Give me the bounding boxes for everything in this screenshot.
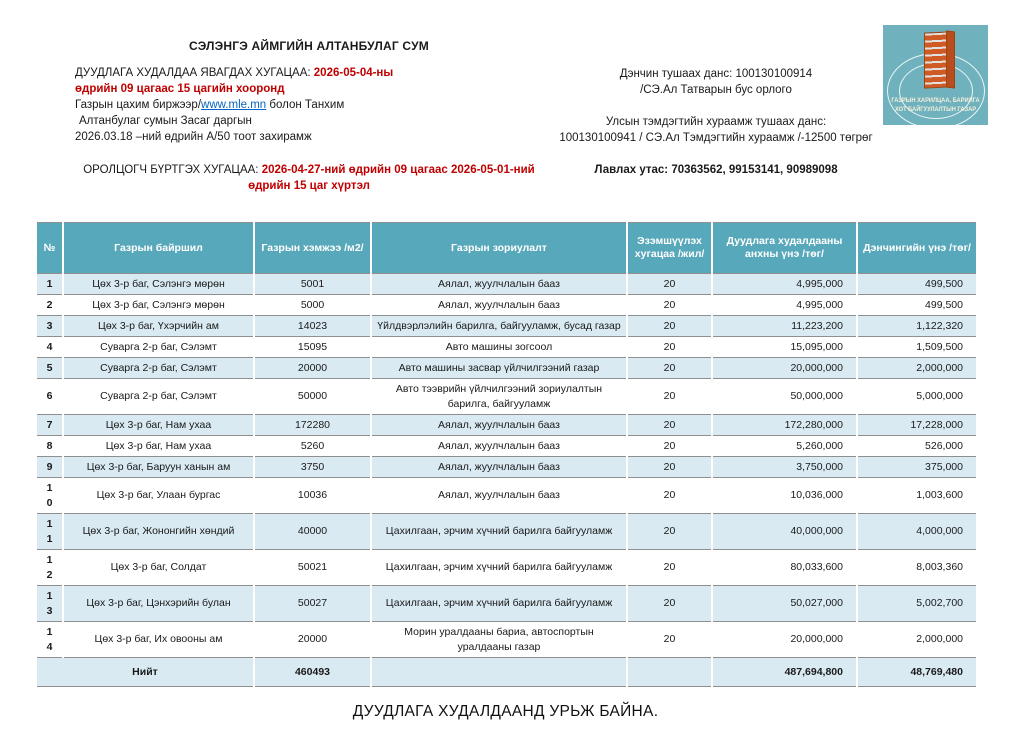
col-header-term: Эзэмшүүлэх хугацаа /жил/ xyxy=(627,223,712,274)
table-row xyxy=(36,379,977,415)
org-logo xyxy=(883,25,988,125)
cell-purpose: Цахилгаан, эрчим хүчний барилга байгууламж xyxy=(371,586,627,622)
cell-term: 20 xyxy=(627,478,712,514)
invitation-text: ДУУДЛАГА ХУДАЛДААНД УРЬЖ БАЙНА. xyxy=(352,703,659,720)
exchange-prefix: Газрын цахим биржээр/ xyxy=(75,99,202,111)
cell-number: 10 xyxy=(36,478,63,514)
cell-size: 5260 xyxy=(254,436,371,457)
table-row xyxy=(36,622,977,658)
cell-deposit: 526,000 xyxy=(857,436,977,457)
cell-location: Цөх 3-р баг, Нам ухаа xyxy=(63,436,254,457)
decree-line: 2026.03.18 –ний өдрийн А/50 тоот захирамж xyxy=(75,131,312,143)
stamp-duty-line1: Улсын тэмдэгтийн хураамж тушаах данс: xyxy=(605,116,827,128)
exchange-suffix: болон Танхим xyxy=(266,99,345,111)
cell-deposit: 5,002,700 xyxy=(857,586,977,622)
total-term-empty xyxy=(627,658,712,687)
cell-size: 50000 xyxy=(254,379,371,415)
total-label: Нийт xyxy=(36,658,254,687)
deposit-account-group xyxy=(538,66,894,98)
cell-deposit: 4,000,000 xyxy=(857,514,977,550)
org-logo-line2: ХОТ БАЙГУУЛАЛТЫН ГАЗАР xyxy=(894,106,977,113)
cell-location: Цөх 3-р баг, Нам ухаа xyxy=(63,415,254,436)
table-row xyxy=(36,550,977,586)
cell-start-price: 172,280,000 xyxy=(712,415,857,436)
cell-number: 6 xyxy=(36,379,63,415)
cell-number: 14 xyxy=(36,622,63,658)
cell-number: 9 xyxy=(36,457,63,478)
table-row xyxy=(36,586,977,622)
cell-deposit: 1,003,600 xyxy=(857,478,977,514)
cell-number: 5 xyxy=(36,358,63,379)
auction-date-part2: өдрийн 09 цагаас 15 цагийн хооронд xyxy=(75,83,285,95)
cell-deposit: 1,509,500 xyxy=(857,337,977,358)
cell-purpose: Морин уралдааны бариа, автоспортын уралдааны газар xyxy=(371,622,627,658)
cell-size: 40000 xyxy=(254,514,371,550)
cell-deposit: 2,000,000 xyxy=(857,358,977,379)
cell-location: Цөх 3-р баг, Үхэрчийн ам xyxy=(63,316,254,337)
cell-size: 50027 xyxy=(254,586,371,622)
total-purpose-empty xyxy=(371,658,627,687)
table-row xyxy=(36,514,977,550)
cell-deposit: 1,122,320 xyxy=(857,316,977,337)
header-right-block xyxy=(538,66,894,178)
header-left-block xyxy=(75,38,543,145)
cell-start-price: 10,036,000 xyxy=(712,478,857,514)
col-header-purpose: Газрын зориулалт xyxy=(371,223,627,274)
stamp-duty-group xyxy=(538,114,894,146)
cell-size: 3750 xyxy=(254,457,371,478)
cell-number: 7 xyxy=(36,415,63,436)
cell-location: Цөх 3-р баг, Баруун ханын ам xyxy=(63,457,254,478)
table-row xyxy=(36,358,977,379)
cell-location: Цөх 3-р баг, Солдат xyxy=(63,550,254,586)
cell-start-price: 4,995,000 xyxy=(712,295,857,316)
cell-term: 20 xyxy=(627,274,712,295)
auction-table xyxy=(35,222,978,687)
cell-term: 20 xyxy=(627,514,712,550)
land-exchange-link[interactable]: www.mle.mn xyxy=(201,99,267,111)
contact-phones: Лавлах утас: 70363562, 99153141, 90989098 xyxy=(594,164,838,176)
cell-location: Суварга 2-р баг, Сэлэмт xyxy=(63,379,254,415)
cell-size: 172280 xyxy=(254,415,371,436)
governor-line: Алтанбулаг сумын Засаг даргын xyxy=(79,115,252,127)
cell-term: 20 xyxy=(627,622,712,658)
cell-purpose: Аялал, жуулчлалын бааз xyxy=(371,415,627,436)
cell-purpose: Авто машины засвар үйлчилгээний газар xyxy=(371,358,627,379)
cell-purpose: Аялал, жуулчлалын бааз xyxy=(371,295,627,316)
cell-term: 20 xyxy=(627,337,712,358)
cell-deposit: 499,500 xyxy=(857,274,977,295)
table-row xyxy=(36,316,977,337)
cell-size: 50021 xyxy=(254,550,371,586)
cell-size: 5000 xyxy=(254,295,371,316)
cell-location: Суварга 2-р баг, Сэлэмт xyxy=(63,337,254,358)
cell-number: 11 xyxy=(36,514,63,550)
total-size: 460493 xyxy=(254,658,371,687)
table-total-row xyxy=(36,658,977,687)
cell-start-price: 4,995,000 xyxy=(712,274,857,295)
auction-date-part1: 2026-05-04-ны xyxy=(313,67,394,79)
stamp-duty-line2: 100130100941 / СЭ.Ал Тэмдэгтийн хураамж /-12500 төгрөг xyxy=(559,132,873,144)
cell-term: 20 xyxy=(627,358,712,379)
cell-term: 20 xyxy=(627,586,712,622)
building-icon xyxy=(946,31,955,89)
cell-location: Цөх 3-р баг, Улаан бургас xyxy=(63,478,254,514)
col-header-deposit: Дэнчингийн үнэ /төг/ xyxy=(857,223,977,274)
cell-number: 8 xyxy=(36,436,63,457)
cell-term: 20 xyxy=(627,379,712,415)
deposit-account-line2: /СЭ.Ал Татварын бус орлого xyxy=(640,84,792,96)
cell-location: Цөх 3-р баг, Жононгийн хөндий xyxy=(63,514,254,550)
table-row xyxy=(36,337,977,358)
cell-deposit: 8,003,360 xyxy=(857,550,977,586)
cell-location: Цөх 3-р баг, Сэлэнгэ мөрөн xyxy=(63,274,254,295)
cell-location: Цөх 3-р баг, Их овооны ам xyxy=(63,622,254,658)
cell-number: 1 xyxy=(36,274,63,295)
cell-location: Цөх 3-р баг, Сэлэнгэ мөрөн xyxy=(63,295,254,316)
cell-purpose: Аялал, жуулчлалын бааз xyxy=(371,436,627,457)
col-header-number: № xyxy=(36,223,63,274)
total-deposit: 48,769,480 xyxy=(857,658,977,687)
page-title: СЭЛЭНГЭ АЙМГИЙН АЛТАНБУЛАГ СУМ xyxy=(189,39,429,53)
col-header-size: Газрын хэмжээ /м2/ xyxy=(254,223,371,274)
cell-location: Суварга 2-р баг, Сэлэмт xyxy=(63,358,254,379)
registration-label: ОРОЛЦОГЧ БҮРТГЭХ ХУГАЦАА: xyxy=(83,164,259,176)
cell-purpose: Цахилгаан, эрчим хүчний барилга байгууламж xyxy=(371,550,627,586)
cell-purpose: Авто машины зогсоол xyxy=(371,337,627,358)
cell-deposit: 17,228,000 xyxy=(857,415,977,436)
cell-start-price: 50,000,000 xyxy=(712,379,857,415)
exchange-line xyxy=(75,97,543,113)
cell-deposit: 499,500 xyxy=(857,295,977,316)
cell-start-price: 40,000,000 xyxy=(712,514,857,550)
cell-purpose: Авто тээврийн үйлчилгээний зориулалтын барилга, байгууламж xyxy=(371,379,627,415)
cell-size: 20000 xyxy=(254,358,371,379)
cell-start-price: 15,095,000 xyxy=(712,337,857,358)
cell-term: 20 xyxy=(627,457,712,478)
table-header-row xyxy=(36,223,977,274)
org-logo-text xyxy=(889,96,981,114)
table-row xyxy=(36,274,977,295)
auction-table-wrap xyxy=(35,222,978,687)
cell-number: 12 xyxy=(36,550,63,586)
cell-term: 20 xyxy=(627,295,712,316)
cell-deposit: 375,000 xyxy=(857,457,977,478)
cell-start-price: 80,033,600 xyxy=(712,550,857,586)
cell-purpose: Аялал, жуулчлалын бааз xyxy=(371,478,627,514)
cell-deposit: 5,000,000 xyxy=(857,379,977,415)
cell-start-price: 11,223,200 xyxy=(712,316,857,337)
cell-term: 20 xyxy=(627,316,712,337)
cell-number: 3 xyxy=(36,316,63,337)
cell-deposit: 2,000,000 xyxy=(857,622,977,658)
col-header-start-price: Дуудлага худалдааны анхны үнэ /төг/ xyxy=(712,223,857,274)
cell-term: 20 xyxy=(627,415,712,436)
table-row xyxy=(36,415,977,436)
auction-time-label: ДУУДЛАГА ХУДАЛДАА ЯВАГДАХ ХУГАЦАА: xyxy=(75,67,311,79)
total-start-price: 487,694,800 xyxy=(712,658,857,687)
cell-purpose: Аялал, жуулчлалын бааз xyxy=(371,274,627,295)
cell-size: 20000 xyxy=(254,622,371,658)
cell-number: 13 xyxy=(36,586,63,622)
cell-location: Цөх 3-р баг, Цэнхэрийн булан xyxy=(63,586,254,622)
cell-term: 20 xyxy=(627,550,712,586)
table-row xyxy=(36,436,977,457)
registration-period: 2026-04-27-ний өдрийн 09 цагаас 2026-05-01-ний өдрийн 15 цаг хүртэл xyxy=(248,164,535,192)
cell-size: 5001 xyxy=(254,274,371,295)
cell-purpose: Үйлдвэрлэлийн барилга, байгууламж, бусад газар xyxy=(371,316,627,337)
cell-start-price: 3,750,000 xyxy=(712,457,857,478)
cell-number: 4 xyxy=(36,337,63,358)
cell-purpose: Цахилгаан, эрчим хүчний барилга байгууламж xyxy=(371,514,627,550)
col-header-location: Газрын байршил xyxy=(63,223,254,274)
cell-start-price: 20,000,000 xyxy=(712,622,857,658)
cell-size: 14023 xyxy=(254,316,371,337)
deposit-account-line1: Дэнчин тушаах данс: 100130100914 xyxy=(619,68,813,80)
cell-term: 20 xyxy=(627,436,712,457)
cell-start-price: 20,000,000 xyxy=(712,358,857,379)
auction-time-line xyxy=(75,65,543,97)
cell-start-price: 50,027,000 xyxy=(712,586,857,622)
table-row xyxy=(36,457,977,478)
table-row xyxy=(36,478,977,514)
registration-period-block xyxy=(75,162,543,194)
cell-size: 10036 xyxy=(254,478,371,514)
cell-number: 2 xyxy=(36,295,63,316)
cell-size: 15095 xyxy=(254,337,371,358)
cell-purpose: Аялал, жуулчлалын бааз xyxy=(371,457,627,478)
org-logo-line1: ГАЗРЫН ХАРИЛЦАА, БАРИЛГА xyxy=(891,97,980,104)
table-row xyxy=(36,295,977,316)
cell-start-price: 5,260,000 xyxy=(712,436,857,457)
auction-table-body xyxy=(36,274,977,658)
